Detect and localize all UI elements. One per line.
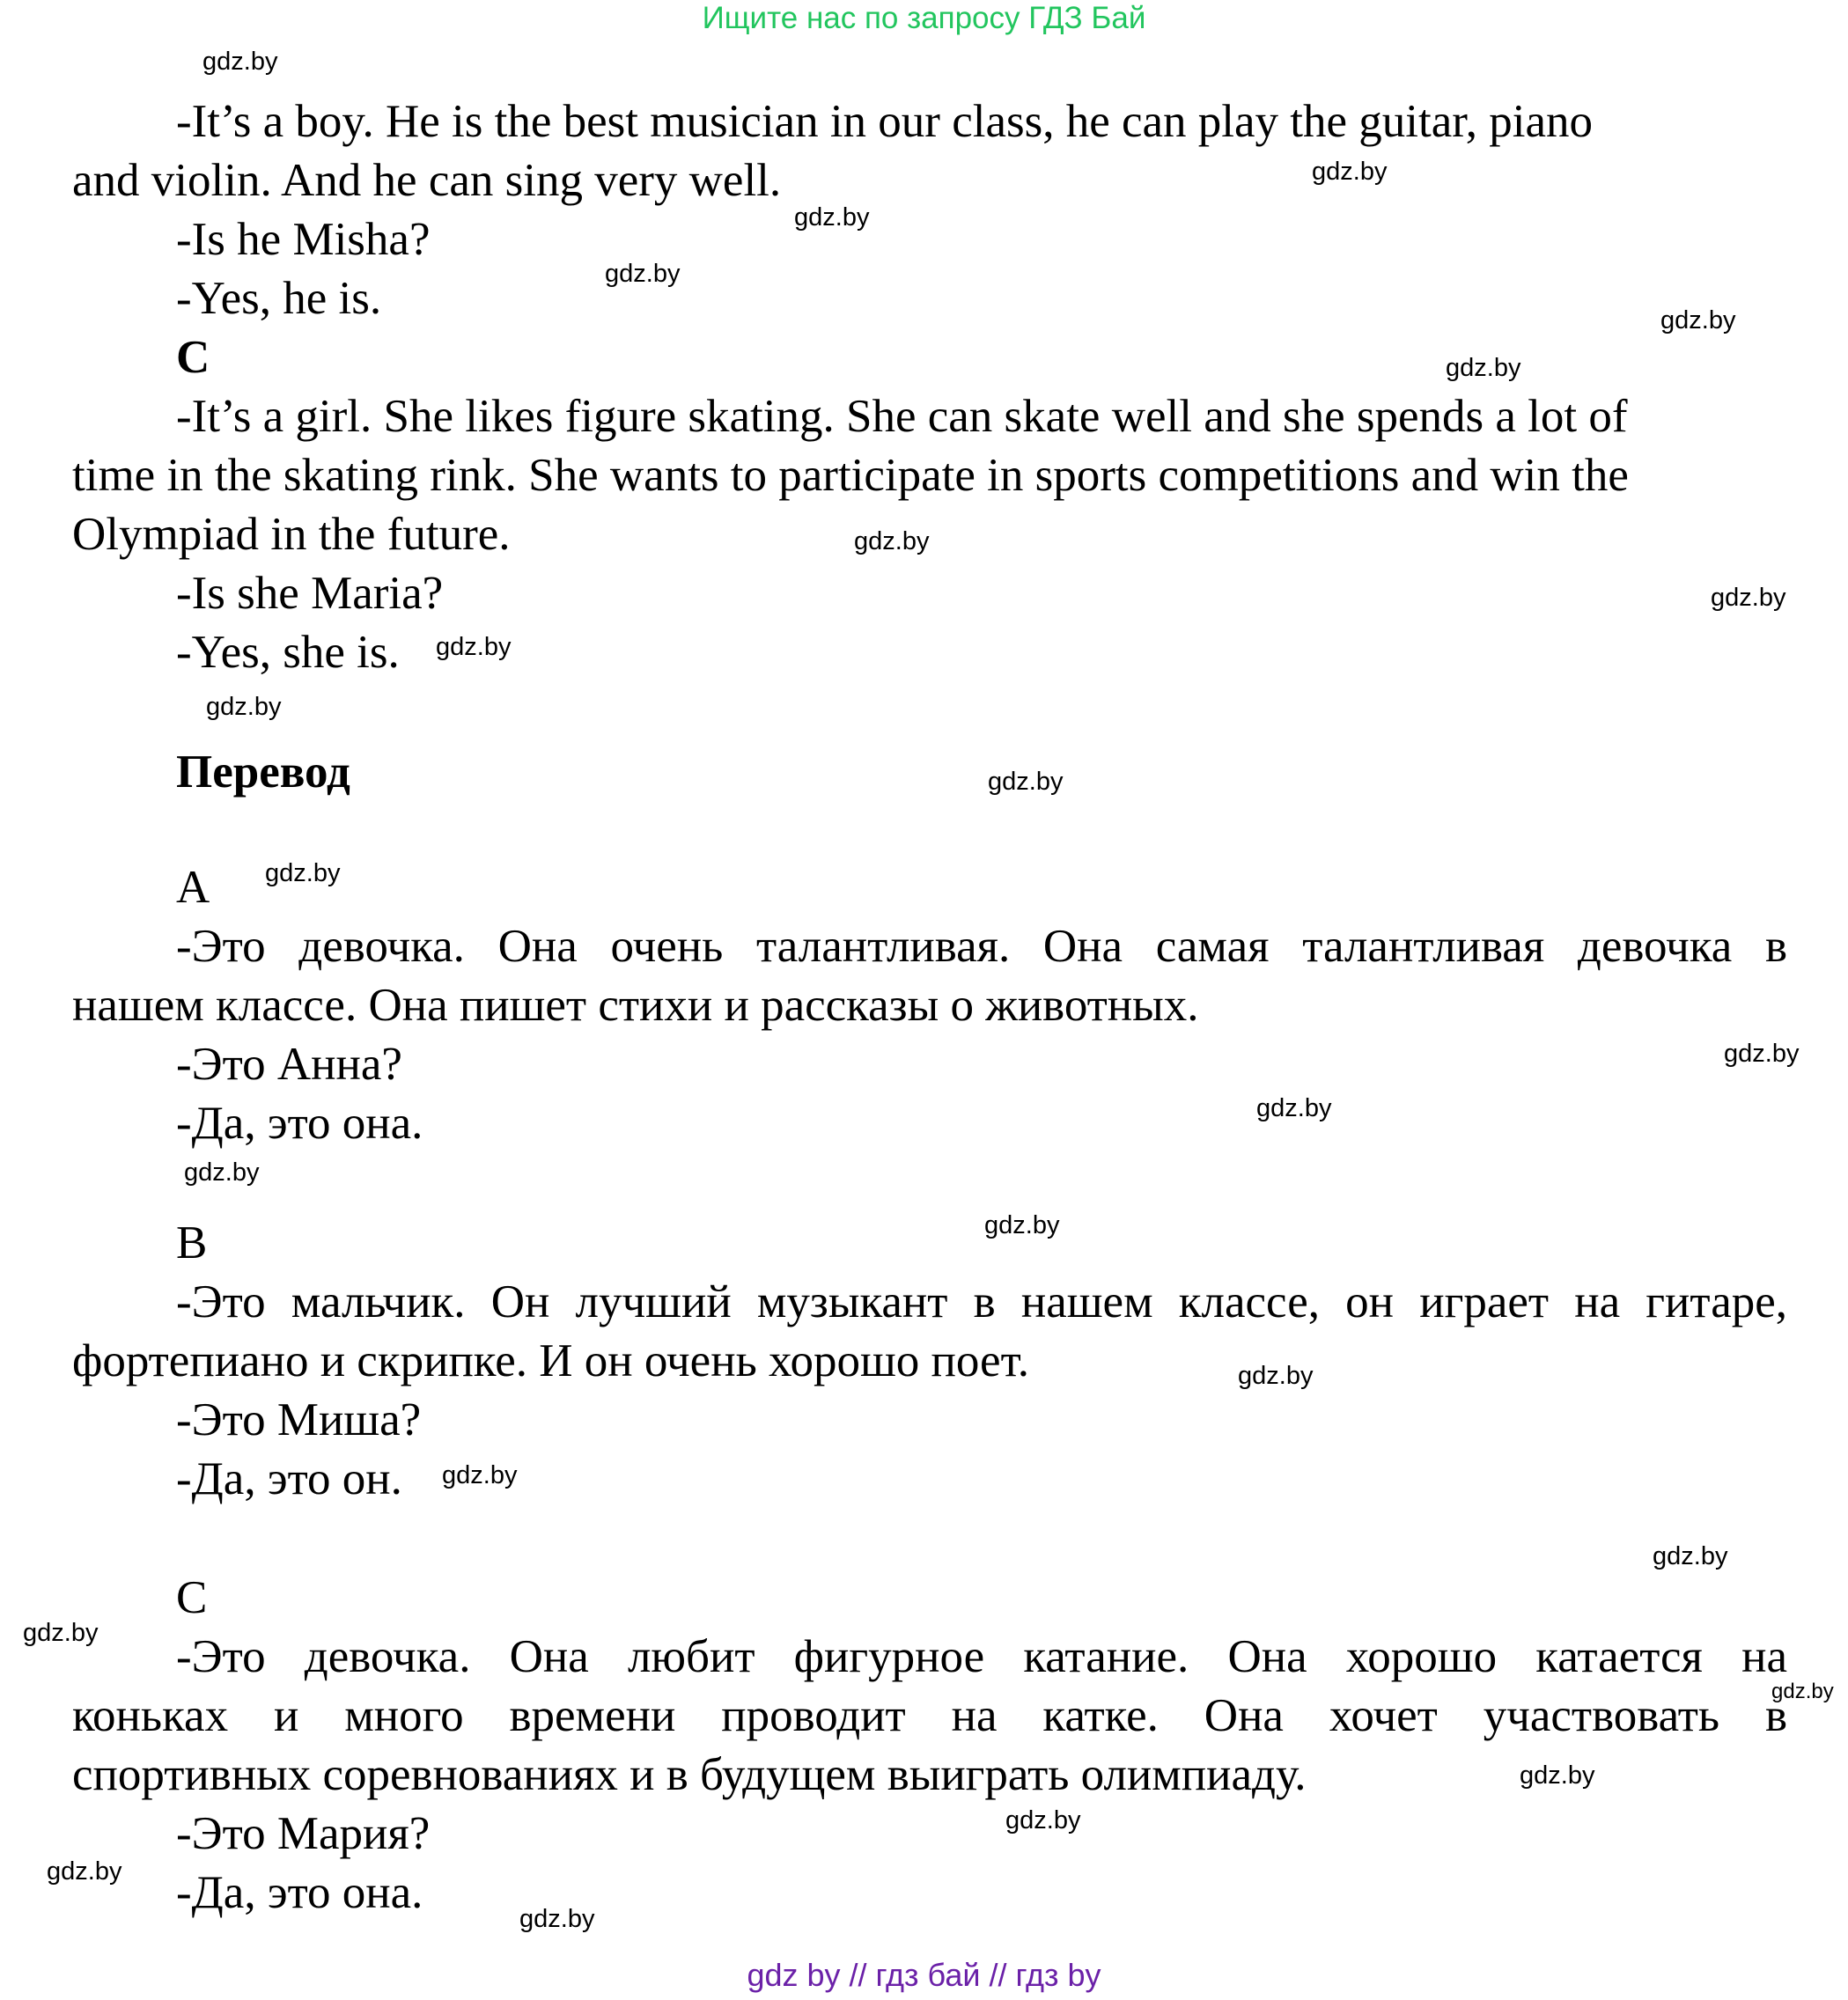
translation-a-line-1: -Это девочка. Она очень талантливая. Она самая талантливая девочка в bbox=[176, 921, 1787, 972]
watermark: gdz.by bbox=[1312, 158, 1388, 186]
translation-a-line-2: нашем классе. Она пишет стихи и рассказы о животных. bbox=[72, 980, 1199, 1031]
translation-b-line-2: фортепиано и скрипке. И он очень хорошо поет. bbox=[72, 1335, 1029, 1386]
watermark: gdz.by bbox=[265, 859, 341, 887]
translation-b-reply: -Да, это он. bbox=[176, 1453, 402, 1504]
c-answer-line-3: Olympiad in the future. bbox=[72, 509, 511, 560]
watermark: gdz.by bbox=[442, 1461, 518, 1489]
translation-heading: Перевод bbox=[176, 746, 350, 798]
watermark: gdz.by bbox=[988, 768, 1064, 796]
watermark: gdz.by bbox=[1724, 1040, 1800, 1068]
watermark: gdz.by bbox=[23, 1619, 99, 1647]
translation-c-heading: C bbox=[176, 1572, 208, 1623]
b-answer-line-2: and violin. And he can sing very well. bbox=[72, 155, 782, 206]
c-heading: C bbox=[176, 332, 210, 383]
watermark: gdz.by bbox=[1660, 306, 1736, 335]
watermark: gdz.by bbox=[854, 527, 930, 555]
translation-c-question: -Это Мария? bbox=[176, 1808, 431, 1859]
watermark: gdz.by bbox=[1653, 1542, 1728, 1570]
watermark: gdz.by bbox=[202, 48, 278, 76]
watermark: gdz.by bbox=[47, 1857, 122, 1886]
watermark: gdz.by bbox=[1446, 354, 1521, 382]
translation-a-reply: -Да, это она. bbox=[176, 1098, 423, 1149]
search-banner[interactable]: Ищите нас по запросу ГДЗ Бай bbox=[702, 1, 1146, 35]
translation-c-reply: -Да, это она. bbox=[176, 1867, 423, 1918]
c-answer-line-1: -It’s a girl. She likes figure skating. She can skate well and she spends a lot of bbox=[176, 391, 1628, 442]
translation-b-line-1: -Это мальчик. Он лучший музыкант в нашем классе, он играет на гитаре, bbox=[176, 1276, 1787, 1327]
watermark: gdz.by bbox=[794, 203, 870, 232]
footer-links[interactable]: gdz by // гдз бай // гдз by bbox=[747, 1957, 1101, 1993]
watermark: gdz.by bbox=[184, 1158, 260, 1187]
watermark: gdz.by bbox=[1520, 1761, 1595, 1790]
watermark: gdz.by bbox=[519, 1905, 595, 1933]
c-reply: -Yes, she is. bbox=[176, 627, 400, 678]
b-question: -Is he Misha? bbox=[176, 214, 431, 265]
c-answer-line-2: time in the skating rink. She wants to participate in sports competitions and win the bbox=[72, 450, 1629, 501]
translation-c-line-3: спортивных соревнованиях и в будущем выиграть олимпиаду. bbox=[72, 1749, 1307, 1800]
watermark: gdz.by bbox=[1238, 1362, 1314, 1390]
b-reply: -Yes, he is. bbox=[176, 273, 382, 324]
translation-a-question: -Это Анна? bbox=[176, 1039, 402, 1090]
translation-b-question: -Это Миша? bbox=[176, 1394, 422, 1445]
c-question: -Is she Maria? bbox=[176, 568, 444, 619]
watermark: gdz.by bbox=[1711, 584, 1786, 612]
watermark: gdz.by bbox=[436, 633, 512, 661]
translation-b-heading: B bbox=[176, 1217, 208, 1268]
translation-a-heading: A bbox=[176, 862, 210, 913]
watermark: gdz.by bbox=[984, 1211, 1060, 1239]
watermark: gdz.by bbox=[1256, 1094, 1332, 1122]
translation-c-line-1: -Это девочка. Она любит фигурное катание. Она хорошо катается на bbox=[176, 1631, 1787, 1682]
translation-c-line-2: коньках и много времени проводит на катке. Она хочет участвовать в bbox=[72, 1690, 1787, 1741]
watermark: gdz.by bbox=[1771, 1680, 1834, 1703]
watermark: gdz.by bbox=[206, 693, 282, 721]
watermark: gdz.by bbox=[605, 260, 681, 288]
b-answer-line-1: -It’s a boy. He is the best musician in our class, he can play the guitar, piano bbox=[176, 96, 1594, 147]
watermark: gdz.by bbox=[1005, 1806, 1081, 1835]
